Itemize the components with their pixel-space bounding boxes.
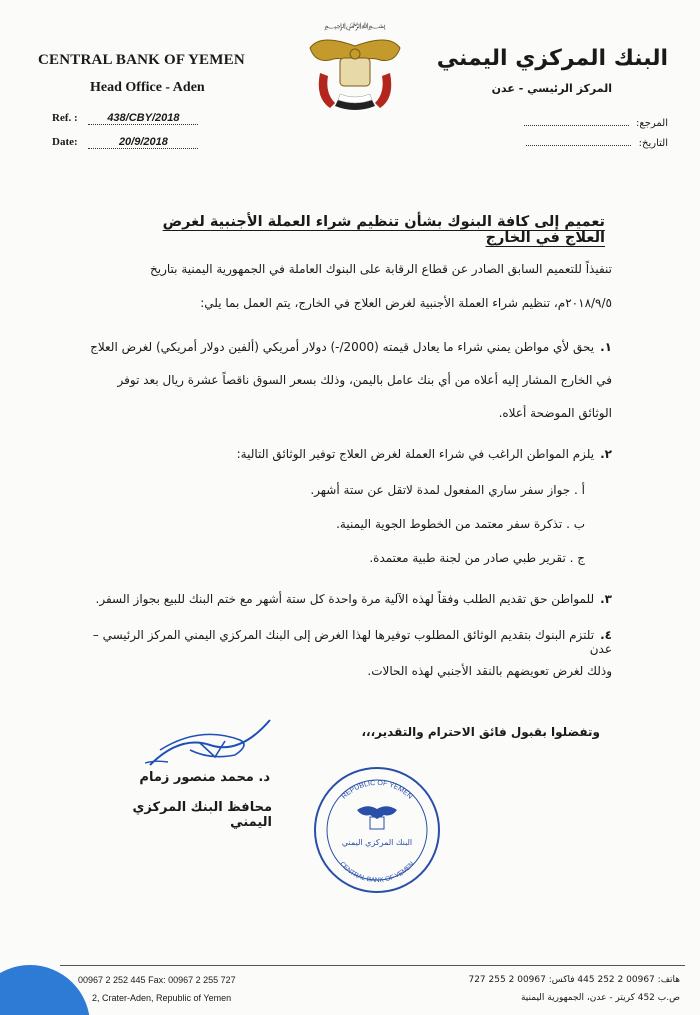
sub-item-a: أ . جواز سفر ساري المفعول لمدة لاتقل عن ستة أشهر. (310, 483, 585, 497)
footer-divider (60, 965, 685, 966)
signatory-title: محافظ البنك المركزي اليمني (132, 800, 272, 830)
item-4-line-1 (82, 628, 612, 656)
intro-line-1: تنفيذاً للتعميم السابق الصادر عن قطاع الرقابة على البنوك العاملة في الجمهورية اليمنية بتاريخ (150, 262, 612, 276)
ar-date-label: التاريخ: (638, 138, 668, 149)
svg-text:﷽: ﷽ (324, 21, 386, 30)
date-label: Date: (52, 136, 78, 148)
signatory-name: د. محمد منصور زمام (139, 770, 270, 785)
date-row (52, 136, 198, 149)
item-4-text-1: تلتزم البنوك بتقديم الوثائق المطلوب توفيرها لهذا الغرض إلى البنك المركزي اليمني المركز الرئيسي – عدن (92, 628, 612, 656)
item-3 (82, 592, 612, 606)
header-office-en: Head Office - Aden (90, 80, 205, 95)
handwritten-signature (140, 705, 280, 775)
seal-top-text: REPUBLIC OF YEMEN (340, 779, 414, 801)
item-3-number: ٣. (600, 592, 612, 606)
seal-ar-text: البنك المركزي اليمني (341, 838, 413, 847)
ar-ref-row (524, 118, 668, 129)
ref-label: Ref. : (52, 112, 78, 124)
footer-address-en: 2, Crater-Aden, Republic of Yemen (92, 993, 232, 1003)
header-bank-name-ar: البنك المركزي اليمني (436, 46, 668, 71)
sub-item-b: ب . تذكرة سفر معتمد من الخطوط الجوية اليمنية. (336, 517, 585, 531)
item-3-text: للمواطن حق تقديم الطلب وفقاً لهذه الآلية مرة واحدة كل ستة أشهر مع ختم البنك للبيع بجواز السفر. (95, 592, 595, 606)
date-value: 20/9/2018 (88, 136, 198, 149)
sub-item-c: ج . تقرير طبي صادر من لجنة طبية معتمدة. (369, 551, 585, 565)
ref-row (52, 112, 198, 125)
ar-date-row (526, 138, 668, 149)
official-seal-icon (312, 765, 442, 895)
ar-date-dots (526, 145, 631, 146)
ar-ref-label: المرجع: (636, 118, 668, 129)
footer-contact-ar: هاتف: 00967 2 252 445 فاكس: 00967 2 255 727 (468, 975, 680, 985)
item-2-number: ٢. (600, 447, 612, 461)
svg-text:REPUBLIC OF YEMEN (341, 780, 414, 801)
item-2-text: يلزم المواطن الراغب في شراء العملة لغرض العلاج توفير الوثائق التالية: (236, 447, 595, 461)
svg-text:CENTRAL BANK OF YEMEN (338, 860, 416, 884)
item-4-line-2: وذلك لغرض تعويضهم بالنقد الأجنبي لهذه الحالات. (367, 664, 612, 678)
item-1-line-3: الوثائق الموضحة أعلاه. (498, 406, 612, 420)
item-1-number: ١. (600, 340, 612, 354)
item-1-line-1 (82, 340, 612, 354)
footer-contact-en: 00967 2 252 445 Fax: 00967 2 255 727 (78, 975, 236, 985)
floating-action-button[interactable] (0, 965, 90, 1015)
footer-address-ar: ص.ب 452 كريتر - عدن، الجمهورية اليمنية (520, 993, 680, 1003)
item-1-text-1: يحق لأي مواطن يمني شراء ما يعادل قيمته (2000/-) دولار أمريكي (ألفين دولار أمريكي) لغرض العلاج (90, 340, 595, 354)
header-bank-name-en: CENTRAL BANK OF YEMEN (38, 52, 245, 68)
yemen-emblem-icon (300, 18, 410, 118)
item-4-number: ٤. (600, 628, 612, 642)
item-1-line-2: في الخارج المشار إليه أعلاه من أي بنك عامل باليمن، وذلك بسعر السوق ناقصاً عشرة ريال بعد توفر (117, 373, 612, 387)
closing-salutation: وتفضلوا بقبول فائق الاحترام والتقدير،،، (361, 725, 600, 739)
ar-ref-dots (524, 125, 629, 126)
header-office-ar: المركز الرئيسي - عدن (491, 82, 612, 95)
letter-title: تعميم إلى كافة البنوك بشأن تنظيم شراء العملة الأجنبية لغرض العلاج في الخارج (162, 214, 605, 246)
ref-value: 438/CBY/2018 (88, 112, 198, 125)
seal-bottom-text: CENTRAL BANK OF YEMEN (338, 860, 416, 885)
intro-line-2: ٢٠١٨/٩/٥م، تنظيم شراء العملة الأجنبية لغرض العلاج في الخارج، يتم العمل بما يلي: (200, 296, 612, 310)
item-2 (82, 447, 612, 461)
